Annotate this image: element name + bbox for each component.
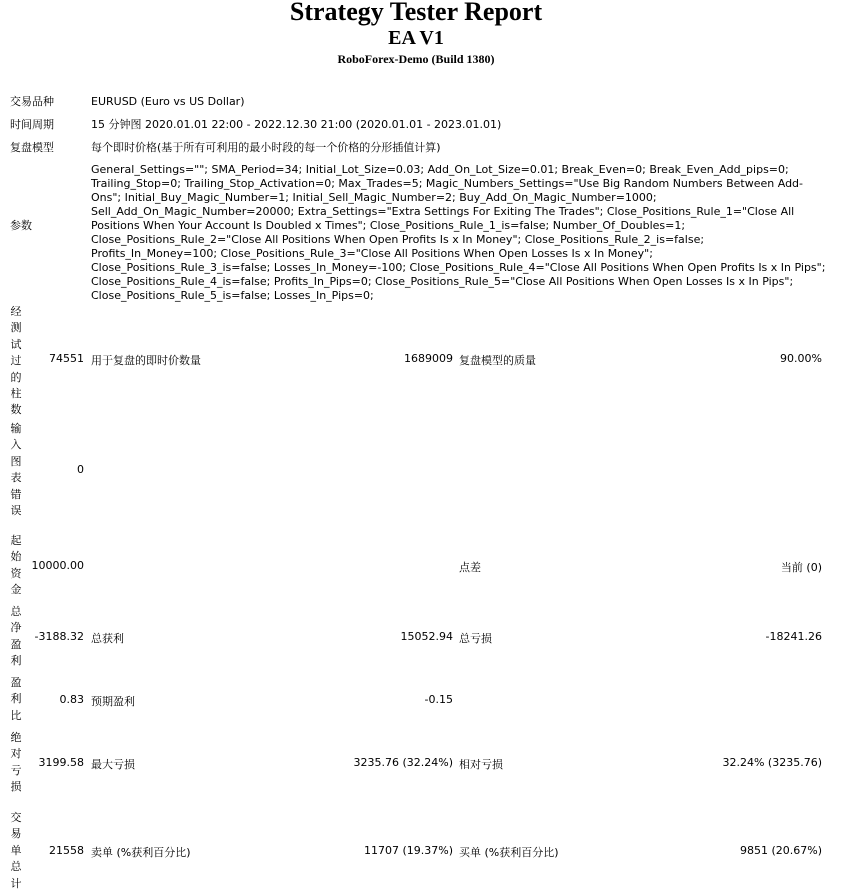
params-value: General_Settings=""; SMA_Period=34; Initial_Lot_Size=0.03; Add_On_Lot_Size=0.01; Break_Even=0; Break_Even_Add_pips=0; Trailing_Stop=0; Trailing_Stop_Activation=0; Max_Trades=5; Magic_Numbers_Settings="Use Big Random Numbers Between Add-Ons"; Initial_Buy_Magic_Number=1; Initial_Sell_Magic_Number=2; Buy_Add_On_Magic_Number=1000; Sell_Add_On_Magic_Number=20000; Extra_Settings="Extra Settings For Exiting The Trades"; Close_Positions_Rule_1="Close All Positions When Your Account Is Doubled x Times"; Close_Positions_Rule_1_is=false; Number_Of_Doubles=1; Close_Positions_Rule_2="Close All Positions When Open Profits Is x In Money"; Close_Positions_Rule_2_is=false; Profits_In_Money=100; Close_Positions_Rule_3="Close All Positions When Open Losses Is x In Money"; Close_Positions_Rule_3_is=false; Losses_In_Money=-100; Close_Positions_Rule_4="Close All Positions When Open Profits Is x In Pips"; Close_Positions_Rule_4_is=false; Profits_In_Pips=0; Close_Positions_Rule_5="Close All Positions When Open Losses Is x In Pips"; Close_Positions_Rule_5_is=false; Losses_In_Pips=0;	[91, 163, 826, 302]
gross-profit-label: 总获利	[91, 632, 124, 645]
quality-label: 复盘模型的质量	[459, 354, 536, 367]
spread-value: 当前 (0)	[780, 561, 822, 574]
ticks-label: 用于复盘的即时价数量	[91, 354, 201, 367]
spread-label: 点差	[459, 561, 481, 574]
relative-drawdown-value: 32.24% (3235.76)	[722, 756, 822, 769]
net-profit-value: -3188.32	[34, 630, 84, 643]
symbol-label: 交易品种	[10, 95, 54, 108]
short-positions-label: 卖单 (%获利百分比)	[91, 846, 191, 859]
profit-factor-label: 盈利比	[10, 676, 22, 722]
bars-value: 74551	[49, 352, 84, 365]
long-positions-label: 买单 (%获利百分比)	[459, 846, 559, 859]
long-positions-value: 9851 (20.67%)	[739, 844, 822, 857]
symbol-value: EURUSD (Euro vs US Dollar)	[91, 95, 245, 108]
profit-factor-value: 0.83	[59, 693, 84, 706]
gross-profit-value: 15052.94	[400, 630, 453, 643]
gross-loss-label: 总亏损	[459, 632, 492, 645]
expected-payoff-value: -0.15	[424, 693, 453, 706]
quality-value: 90.00%	[780, 352, 822, 365]
max-drawdown-value: 3235.76 (32.24%)	[353, 756, 453, 769]
server-name: RoboForex-Demo (Build 1380)	[337, 52, 495, 66]
net-profit-label: 总净盈利	[10, 605, 22, 668]
ticks-value: 1689009	[404, 352, 453, 365]
deposit-label: 起始资金	[10, 534, 22, 597]
errors-value: 0	[77, 463, 84, 476]
gross-loss-value: -18241.26	[765, 630, 822, 643]
absolute-drawdown-value: 3199.58	[38, 756, 84, 769]
expected-payoff-label: 预期盈利	[91, 695, 135, 708]
params-label: 参数	[10, 219, 32, 232]
period-value: 15 分钟图 2020.01.01 22:00 - 2022.12.30 21:00 (2020.01.01 - 2023.01.01)	[91, 118, 502, 131]
deposit-value: 10000.00	[31, 559, 84, 572]
total-trades-label: 交易单总计	[10, 811, 22, 890]
relative-drawdown-label: 相对亏损	[459, 758, 503, 771]
model-label: 复盘模型	[10, 141, 54, 154]
bars-label: 经测试过的柱数	[10, 305, 22, 417]
period-label: 时间周期	[10, 118, 54, 131]
max-drawdown-label: 最大亏损	[91, 758, 135, 771]
errors-label: 输入图表错误	[10, 422, 22, 518]
model-value: 每个即时价格(基于所有可利用的最小时段的每一个价格的分形插值计算)	[91, 141, 441, 154]
total-trades-value: 21558	[49, 844, 84, 857]
report-title: Strategy Tester Report	[289, 0, 543, 26]
ea-name: EA V1	[388, 27, 444, 49]
short-positions-value: 11707 (19.37%)	[363, 844, 453, 857]
absolute-drawdown-label: 绝对亏损	[10, 731, 22, 794]
